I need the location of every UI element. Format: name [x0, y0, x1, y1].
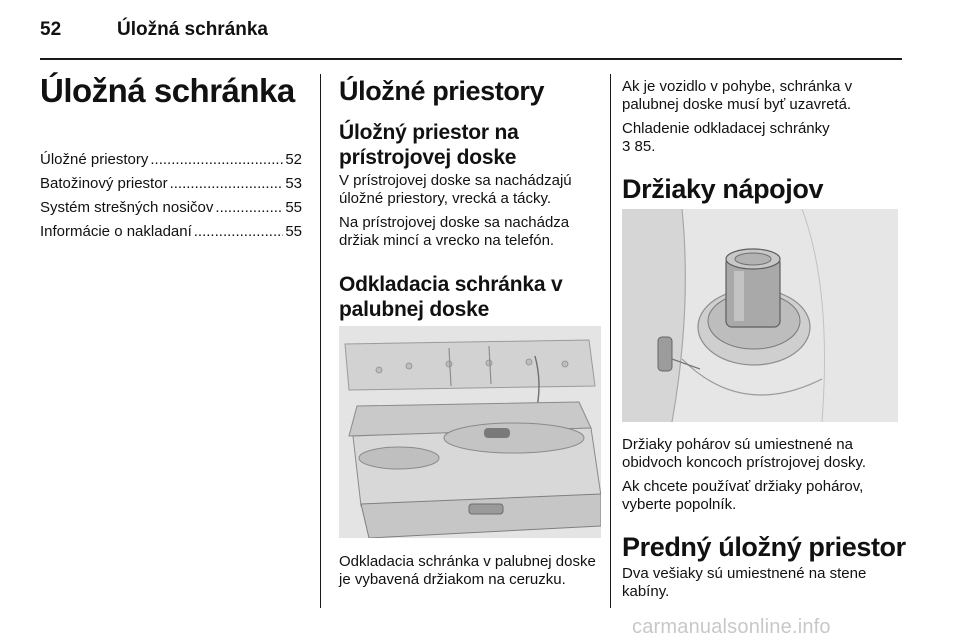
paragraph: V prístrojovej doske sa nachádzajú úložné priestory, vrecká a tácky.: [339, 172, 572, 207]
header-divider: [40, 58, 902, 60]
section-heading-front-storage: Predný úložný priestor: [622, 532, 906, 562]
toc-leader-dots: [170, 172, 284, 196]
column-divider-2: [610, 74, 611, 608]
toc-entry-loading-info[interactable]: [40, 220, 302, 244]
paragraph: Ak chcete používať držiaky pohárov, vyberte popolník.: [622, 478, 864, 513]
toc-entry-storage[interactable]: [40, 148, 302, 172]
section-heading-storage: Úložné priestory: [339, 76, 545, 106]
toc-entry-page: 52: [285, 151, 302, 168]
toc-leader-dots: [150, 148, 283, 172]
toc-entry-roof-rack[interactable]: [40, 196, 302, 220]
toc-entry-label: Informácie o nakladaní: [40, 223, 192, 240]
paragraph: Držiaky pohárov sú umiestnené na obidvoch koncoch prístrojovej dosky.: [622, 436, 867, 471]
column-divider-1: [320, 74, 321, 608]
page-reference-arrow-icon: 3: [622, 138, 631, 155]
paragraph-text: Chladenie odkladacej schránky: [622, 120, 830, 137]
paragraph-with-reference: [622, 120, 902, 156]
chapter-title: Úložná schránka: [40, 72, 295, 109]
table-of-contents: [40, 148, 302, 244]
toc-entry-label: Systém strešných nosičov: [40, 199, 214, 216]
toc-entry-label: Batožinový priestor: [40, 175, 168, 192]
toc-entry-page: 55: [285, 199, 302, 216]
toc-entry-load-compartment[interactable]: [40, 172, 302, 196]
page-number: 52: [40, 19, 62, 40]
figure-caption: Odkladacia schránka v palubnej doske je vybavená držiakom na ceruzku.: [339, 553, 596, 588]
paragraph: Na prístrojovej doske sa nachádza držiak mincí a vrecko na telefón.: [339, 214, 570, 249]
cupholder-illustration: [622, 209, 898, 422]
subheading-glovebox: Odkladacia schránka v palubnej doske: [339, 273, 563, 321]
watermark: carmanualsonline.info: [632, 616, 831, 638]
subheading-instrument-panel-storage: Úložný priestor na prístrojovej doske: [339, 121, 519, 169]
paragraph: Dva vešiaky sú umiestnené na stene kabíny.: [622, 565, 867, 600]
toc-entry-page: 55: [285, 223, 302, 240]
toc-leader-dots: [215, 196, 283, 220]
page-reference-link[interactable]: 85.: [634, 138, 656, 155]
toc-entry-label: Úložné priestory: [40, 151, 149, 168]
section-heading-cupholders: Držiaky nápojov: [622, 174, 824, 204]
toc-entry-page: 53: [285, 175, 302, 192]
paragraph: Ak je vozidlo v pohybe, schránka v palubnej doske musí byť uzavretá.: [622, 78, 853, 113]
glovebox-illustration: [339, 326, 601, 538]
running-header-title: Úložná schránka: [117, 19, 268, 40]
toc-leader-dots: [194, 220, 284, 244]
